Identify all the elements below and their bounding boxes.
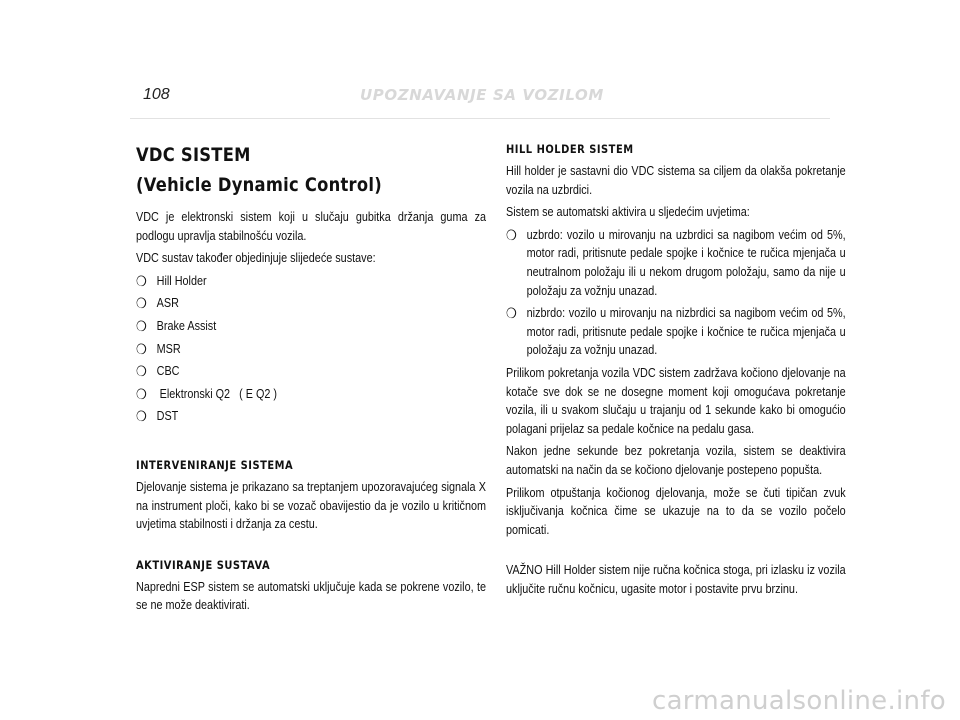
hill-holder-intro: Hill holder je sastavni dio VDC sistema sa ciljem da olakša pokretanje vozila na uzbrdici.	[506, 164, 846, 197]
paragraph-release: Prilikom otpuštanja kočionog djelovanja, može se čuti tipičan zvuk isključivanja kočnica čime se ukazuje na to da se vozilo počelo pomicati.	[506, 485, 846, 537]
list-item: ❍ Hill Holder	[136, 272, 207, 289]
right-column	[506, 140, 846, 602]
bullet-icon: ❍	[136, 340, 147, 357]
conditions-list	[506, 226, 846, 360]
running-header: UPOZNAVANJE SA VOZILOM	[360, 86, 604, 104]
vdc-intro: VDC je elektronski sistem koji u slučaju gubitka držanja guma za podlogu upravlja stabilnošću vozila.	[136, 210, 487, 243]
list-item: ❍ DST	[136, 408, 179, 425]
left-column	[136, 140, 486, 619]
paragraph-start: Prilikom pokretanja vozila VDC sistem zadržava kočiono djelovanje na kotače sve dok se ne dosegne moment koji omogućava pokretanje vozila, ili u svakom slučaju u trajanju od 1 sekunde kako bi omogućio polagani prijelaz sa pedale kočnice na pedalu gasa.	[506, 365, 846, 436]
important-note: VAŽNO Hill Holder sistem nije ručna kočnica stoga, pri izlasku iz vozila uključite ručnu kočnicu, ugasite motor i postavite prvu brzinu.	[506, 563, 846, 596]
vdc-includes: VDC sustav također objedinjuje slijedeće sustave:	[136, 251, 376, 266]
list-item: ❍ CBC	[136, 363, 180, 380]
bullet-icon: ❍	[136, 295, 147, 312]
systems-list	[136, 272, 486, 426]
list-item: ❍ nizbrdo: vozilo u mirovanju na nizbrdici sa nagibom većim od 5%, motor radi, pritisnute pedale spojke i kočnice te ručica mjenjača u položaju za vožnju unazad.	[506, 305, 846, 358]
bullet-icon: ❍	[136, 385, 147, 402]
intervention-heading: INTERVENIRANJE SISTEMA	[136, 457, 294, 472]
paragraph-deactivate: Nakon jedne sekunde bez pokretanja vozila, sistem se deaktivira automatski na način da se kočiono djelovanje postepeno popušta.	[506, 444, 846, 477]
bullet-icon: ❍	[136, 272, 147, 289]
intervention-text: Djelovanje sistema je prikazano sa treptanjem upozoravajućeg signala X na instrument ploči, kako bi se vozač obavijestio da je vozilo u kritičnom uvjetima stabilnosti i držanja za cestu.	[136, 479, 487, 532]
bullet-icon: ❍	[136, 317, 147, 334]
condition-intro: Sistem se automatski aktivira u sljedećim uvjetima:	[506, 205, 750, 220]
list-item: ❍ ASR	[136, 295, 179, 312]
bullet-icon: ❍	[506, 226, 517, 243]
bullet-icon: ❍	[136, 408, 147, 425]
list-item: ❍ Brake Assist	[136, 317, 217, 334]
page-number: 108	[143, 86, 170, 103]
bullet-icon: ❍	[506, 305, 517, 322]
watermark: carmanualsonline.info	[651, 686, 946, 716]
list-item: ❍ Elektronski Q2 ( E Q2 )	[136, 385, 278, 402]
list-item: ❍ uzbrdo: vozilo u mirovanju na uzbrdici sa nagibom većim od 5%, motor radi, pritisnute pedale spojke i kočnice te ručica mjenjača u neutralnom položaju ili u nekom drugom položaju, samo da nije u položaju za vožnju unazad.	[506, 226, 846, 298]
activation-text: Napredni ESP sistem se automatski uključuje kada se pokrene vozilo, te se ne može deaktivirati.	[136, 579, 487, 613]
section-title-line2: (Vehicle Dynamic Control)	[136, 174, 382, 196]
header-rule	[130, 118, 830, 119]
bullet-icon: ❍	[136, 363, 147, 380]
hill-holder-heading: HILL HOLDER SISTEM	[506, 142, 634, 156]
section-title-line1: VDC SISTEM	[136, 144, 251, 166]
activation-heading: AKTIVIRANJE SUSTAVA	[136, 557, 271, 572]
list-item: ❍ MSR	[136, 340, 181, 357]
